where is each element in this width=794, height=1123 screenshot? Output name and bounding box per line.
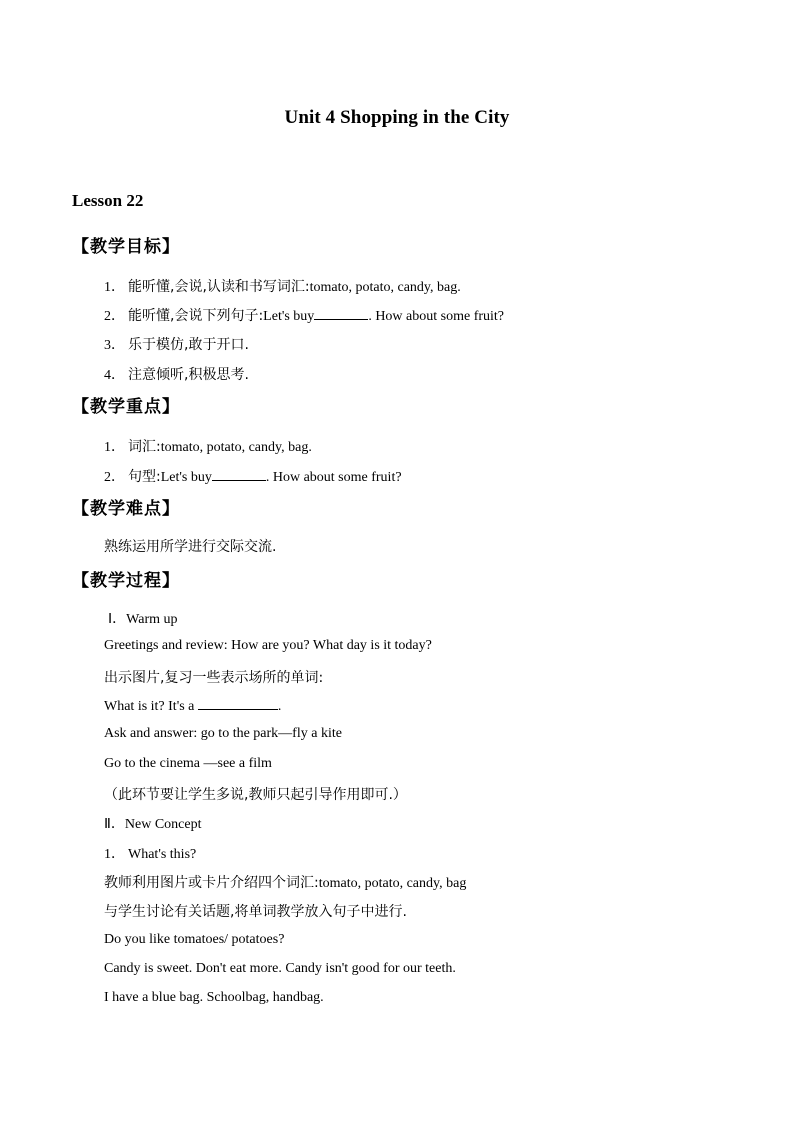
candy-sweet-line: Candy is sweet. Don't eat more. Candy isn't good for our teeth. (104, 961, 456, 976)
item-number: 2． (104, 309, 125, 324)
ask-answer-line: Ask and answer: go to the park—fly a kite (104, 726, 342, 741)
objective-item (104, 305, 504, 325)
teacher-use-en: tomato, potato, candy, bag (318, 876, 467, 891)
note-line: （此环节要让学生多说,教师只起引导作用即可.） (104, 787, 407, 803)
item-text-cn: 注意倾听,积极思考. (128, 367, 249, 383)
section-heading-objectives: 【教学目标】 (72, 237, 180, 257)
new-concept-heading (104, 813, 201, 833)
fill-in-blank (198, 697, 278, 710)
item-text-en: Let's buy (263, 309, 315, 324)
section-heading-difficulties: 【教学难点】 (72, 499, 180, 519)
warmup-heading (104, 608, 178, 628)
teacher-use-line (104, 872, 466, 892)
item-number: 3． (104, 338, 125, 353)
item-number: 2． (104, 470, 125, 485)
item-text-en: Let's buy (160, 470, 212, 485)
section-heading-process: 【教学过程】 (72, 571, 180, 591)
fill-in-blank (314, 307, 368, 320)
key-point-item (104, 436, 312, 456)
item-number: 1． (104, 280, 125, 295)
lesson-heading: Lesson 22 (72, 191, 144, 210)
objective-item (104, 364, 249, 384)
warmup-label: Warm up (126, 612, 178, 627)
item-text-cn: 乐于模仿,敢于开口. (128, 337, 249, 353)
roman-numeral: Ⅰ． (108, 612, 127, 627)
whats-this-line (104, 843, 196, 863)
item-text-cn: 词汇: (128, 439, 161, 455)
section-heading-key-points: 【教学重点】 (72, 397, 180, 417)
item-text-cn: 能听懂,会说下列句子: (128, 308, 264, 324)
roman-numeral: Ⅱ． (104, 817, 125, 832)
what-is-it-line (104, 697, 281, 715)
new-concept-label: New Concept (124, 817, 202, 832)
item-text-en-after: . How about some fruit? (265, 470, 402, 485)
fill-in-blank (212, 468, 266, 481)
key-point-item (104, 466, 402, 486)
greetings-line: Greetings and review: How are you? What day is it today? (104, 638, 432, 653)
teacher-use-cn: 教师利用图片或卡片介绍四个词汇: (104, 875, 319, 891)
what-is-it-text: What is it? It's a (104, 699, 195, 714)
item-number: 1． (104, 847, 125, 862)
do-you-like-line: Do you like tomatoes/ potatoes? (104, 932, 285, 947)
item-text-en-after: . How about some fruit? (368, 309, 505, 324)
item-text-cn: 句型: (128, 469, 161, 485)
difficulty-text: 熟练运用所学进行交际交流. (104, 539, 277, 555)
objective-item (104, 334, 249, 354)
whats-this-text: What's this? (128, 847, 197, 862)
item-text-cn: 能听懂,会说,认读和书写词汇: (128, 279, 310, 295)
page-title: Unit 4 Shopping in the City (284, 107, 510, 128)
item-text-en: tomato, potato, candy, bag. (160, 440, 312, 455)
item-number: 1． (104, 440, 125, 455)
cinema-line: Go to the cinema —see a film (104, 756, 272, 771)
discuss-line: 与学生讨论有关话题,将单词教学放入句子中进行. (104, 904, 407, 920)
objective-item (104, 276, 461, 296)
item-text-en: tomato, potato, candy, bag. (309, 280, 461, 295)
item-number: 4． (104, 368, 125, 383)
period: . (277, 699, 282, 714)
blue-bag-line: I have a blue bag. Schoolbag, handbag. (104, 990, 324, 1005)
show-pictures-line: 出示图片,复习一些表示场所的单词: (104, 670, 324, 686)
